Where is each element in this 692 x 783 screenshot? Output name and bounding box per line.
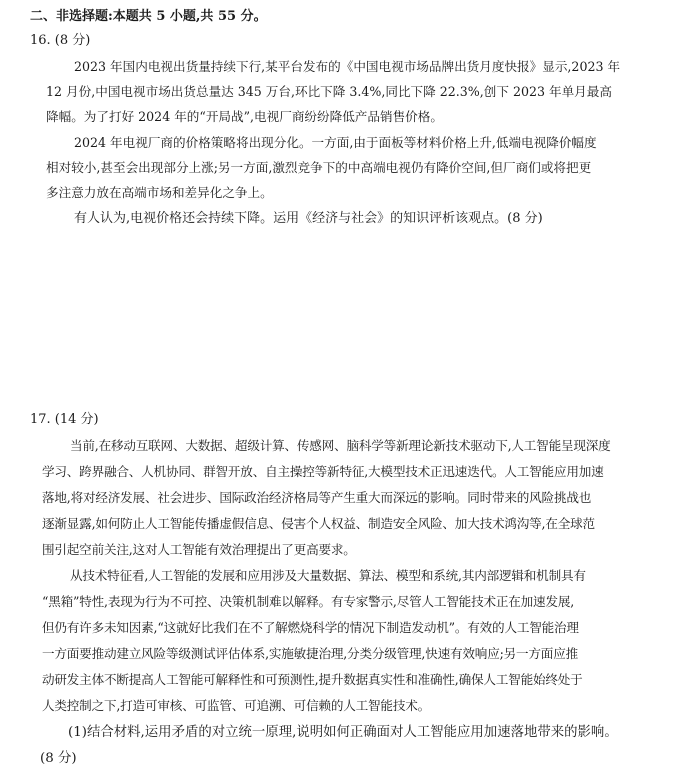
q17-material-line: 当前,在移动互联网、大数据、超级计算、传感网、脑科学等新理论新技术驱动下,人工智能呈现深度 <box>70 438 611 453</box>
q17-material-line: “黑箱”特性,表现为行为不可控、决策机制难以解释。有专家警示,尽管人工智能技术正在加速发展, <box>42 594 575 609</box>
q17-material-line: 从技术特征看,人工智能的发展和应用涉及大量数据、算法、模型和系统,其内部逻辑和机制具有 <box>70 568 586 583</box>
q16-material-line: 多注意力放在高端市场和差异化之争上。 <box>46 185 273 200</box>
q16-material-line: 12 月份,中国电视市场出货总量达 345 万台,环比下降 3.4%,同比下降 22.3%,创下 2023 年单月最高 <box>46 84 612 99</box>
q17-material-line: 逐渐显露,如何防止人工智能传播虚假信息、侵害个人权益、制造安全风险、加大技术鸿沟等,在全球范 <box>42 516 595 531</box>
section-title: 二、非选择题:本题共 5 小题,共 55 分。 <box>30 9 267 24</box>
q16-material-line: 2024 年电视厂商的价格策略将出现分化。一方面,由于面板等材料价格上升,低端电视降价幅度 <box>74 135 597 150</box>
question-16-number: 16. (8 分) <box>30 33 91 48</box>
question-17-number: 17. (14 分) <box>30 412 99 427</box>
q17-task-1-points: (8 分) <box>40 751 77 766</box>
q17-material-line: 一方面要推动建立风险等级测试评估体系,实施敏捷治理,分类分级管理,快速有效响应;另一方面应推 <box>42 646 578 661</box>
q16-task: 有人认为,电视价格还会持续下降。运用《经济与社会》的知识评析该观点。(8 分) <box>74 211 543 226</box>
q16-material-line: 相对较小,甚至会出现部分上涨;另一方面,激烈竞争下的中高端电视仍有降价空间,但厂商们或将把更 <box>46 160 592 175</box>
q17-task-1: (1)结合材料,运用矛盾的对立统一原理,说明如何正确面对人工智能应用加速落地带来的影响。 <box>68 725 618 740</box>
q17-material-line: 落地,将对经济发展、社会进步、国际政治经济格局等产生重大而深远的影响。同时带来的风险挑战也 <box>42 490 592 505</box>
q16-material-line: 降幅。为了打好 2024 年的“开局战”,电视厂商纷纷降低产品销售价格。 <box>46 109 443 124</box>
q17-material-line: 人类控制之下,打造可审核、可监管、可追溯、可信赖的人工智能技术。 <box>42 698 431 713</box>
q17-material-line: 围引起空前关注,这对人工智能有效治理提出了更高要求。 <box>42 542 356 557</box>
q17-material-line: 动研发主体不断提高人工智能可解释性和可预测性,提升数据真实性和准确性,确保人工智能始终处于 <box>42 672 583 687</box>
q16-material-line: 2023 年国内电视出货量持续下行,某平台发布的《中国电视市场品牌出货月度快报》显示,2023 年 <box>74 59 621 74</box>
q17-material-line: 但仍有许多未知因素,“这就好比我们在不了解燃烧科学的情况下制造发动机”。有效的人工智能治理 <box>42 620 579 635</box>
q17-material-line: 学习、跨界融合、人机协同、群智开放、自主操控等新特征,大模型技术正迅速迭代。人工智能应用加速 <box>42 464 604 479</box>
